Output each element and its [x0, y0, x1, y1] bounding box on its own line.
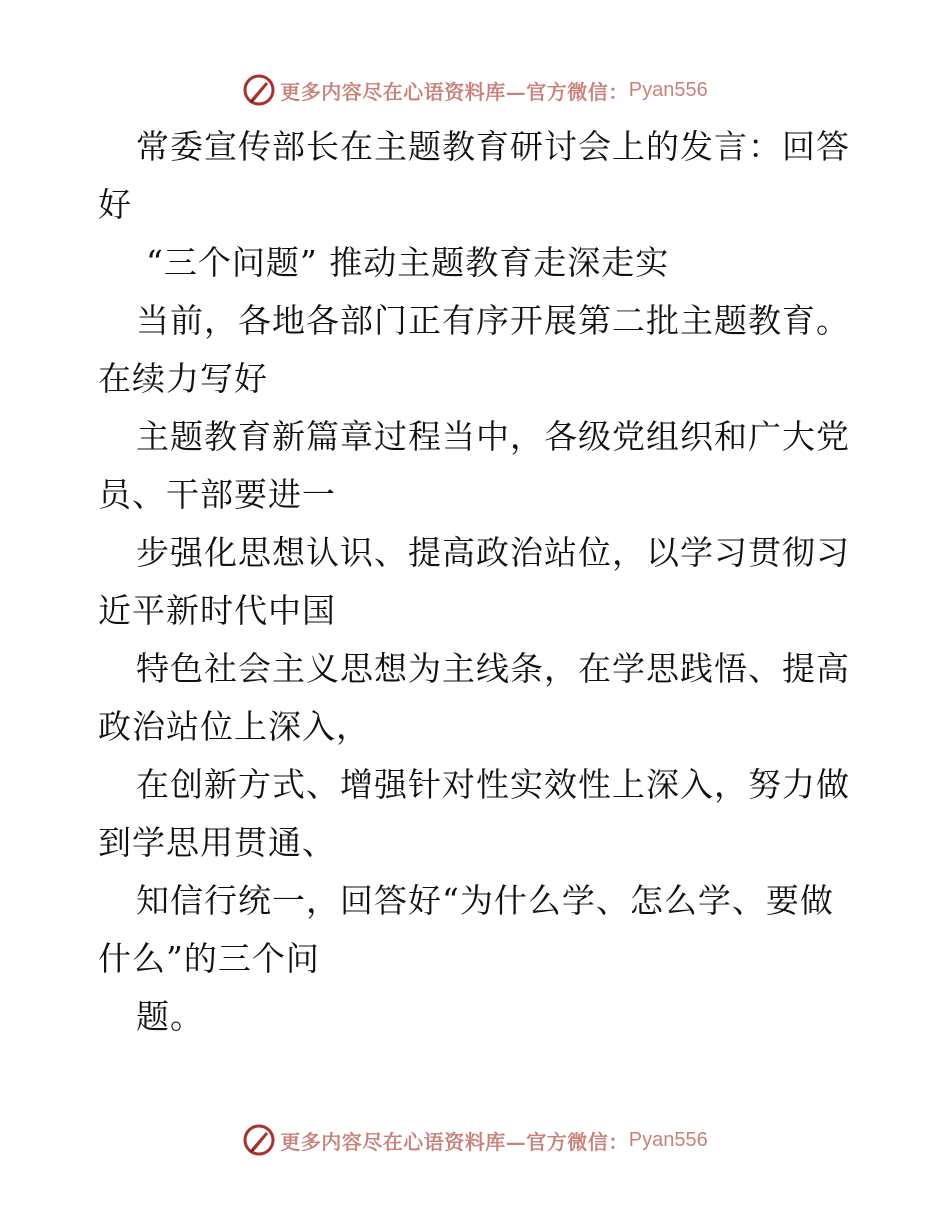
watermark-id: Pyan556: [628, 78, 708, 101]
paragraph-line: 当前，各地各部门正有序开展第二批主题教育。: [136, 301, 850, 340]
paragraph-line: 到学思用贯通、: [98, 823, 336, 862]
watermark-text: 更多内容尽在心语资料库—官方微信：: [280, 79, 629, 104]
paragraph-line: 近平新时代中国: [98, 591, 336, 630]
quill-pen-circle-icon: [242, 73, 276, 107]
paragraph-line: 在续力写好: [98, 359, 268, 398]
paragraph-line: 员、干部要进一: [98, 475, 336, 514]
quill-pen-circle-icon: [242, 1123, 276, 1157]
paragraph-line: 在创新方式、增强针对性实效性上深入，努力做: [136, 765, 850, 804]
header-watermark: [0, 70, 950, 110]
watermark-id: Pyan556: [628, 1128, 708, 1151]
title-line-2: 好: [98, 185, 132, 224]
paragraph-line: 主题教育新篇章过程当中，各级党组织和广大党: [136, 417, 850, 456]
paragraph-line: 什么”的三个问: [98, 939, 320, 978]
paragraph-line: 步强化思想认识、提高政治站位，以学习贯彻习: [136, 533, 850, 572]
footer-watermark: [0, 1120, 950, 1160]
subtitle-line: “三个问题” 推动主题教育走深走实: [146, 243, 670, 282]
paragraph-line: 知信行统一，回答好“为什么学、怎么学、要做: [136, 881, 834, 920]
paragraph-line: 政治站位上深入，: [98, 707, 370, 746]
paragraph-line: 特色社会主义思想为主线条，在学思践悟、提高: [136, 649, 850, 688]
title-line-1: 常委宣传部长在主题教育研讨会上的发言：回答: [136, 127, 850, 166]
document-body: [98, 118, 858, 1046]
watermark-text: 更多内容尽在心语资料库—官方微信：: [280, 1129, 629, 1154]
paragraph-line: 题。: [136, 997, 204, 1036]
